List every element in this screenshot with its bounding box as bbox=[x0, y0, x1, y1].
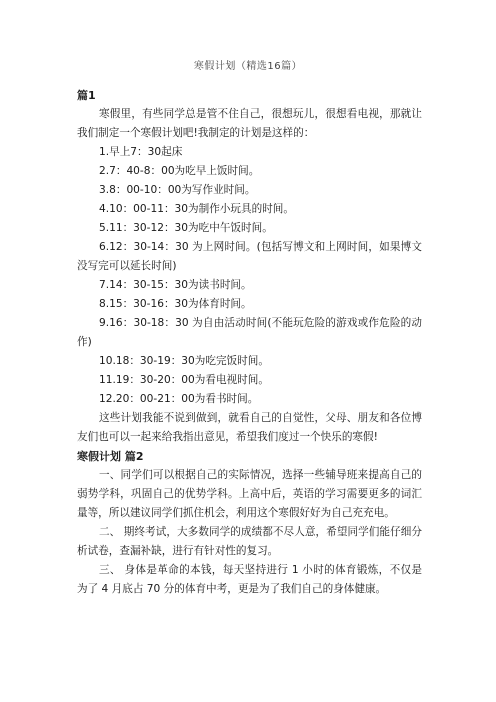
plan-item: 10.18：30-19：30为吃完饭时间。 bbox=[99, 355, 269, 367]
plan-item: 12.20：00-21：00为看书时间。 bbox=[99, 393, 259, 405]
plan-item: 3.8：00-10：00为写作业时间。 bbox=[99, 184, 256, 196]
plan-item: 6.12：30-14：30 为上网时间。(包括写博文和上网时间，如果博文没写完可以延长时间) bbox=[77, 241, 422, 272]
plan-item: 5.11：30-12：30为吃中午饭时间。 bbox=[99, 222, 273, 234]
paragraph: 寒假里，有些同学总是管不住自己，很想玩儿，很想看电视，那就让我们制定一个寒假计划吧!我制定的计划是这样的： bbox=[77, 108, 422, 139]
paragraph: 二、 期终考试，大多数同学的成绩都不尽人意，希望同学们能仔细分析试卷，查漏补缺，进行有针对性的复习。 bbox=[77, 526, 422, 557]
plan-item: 9.16：30-18：30 为自由活动时间(不能玩危险的游戏或作危险的动作) bbox=[77, 317, 422, 348]
plan-item: 11.19：30-20：00为看电视时间。 bbox=[99, 374, 269, 386]
paragraph: 一、同学们可以根据自己的实际情况，选择一些辅导班来提高自己的弱势学科，巩固自己的优势学科。上高中后，英语的学习需要更多的词汇量等，所以建议同学们抓住机会，利用这个寒假好好为自己充充电。 bbox=[77, 469, 422, 519]
paragraph: 三、 身体是革命的本钱，每天坚持进行 1 小时的体育锻炼，不仅是为了 4 月底占 70 分的体育中考，更是为了我们自己的身体健康。 bbox=[77, 564, 422, 595]
plan-item: 1.早上7：30起床 bbox=[99, 146, 183, 158]
document-body bbox=[77, 86, 422, 599]
plan-item: 2.7：40-8：00为吃早上饭时间。 bbox=[99, 165, 260, 177]
section-heading-1: 篇1 bbox=[77, 89, 96, 102]
plan-item: 7.14：30-15：30为读书时间。 bbox=[99, 279, 252, 291]
paragraph: 这些计划我能不说到做到，就看自己的自觉性，父母、朋友和各位博友们也可以一起来给我指出意见，希望我们度过一个快乐的寒假! bbox=[77, 412, 422, 443]
section-heading-2: 寒假计划 篇2 bbox=[77, 450, 144, 463]
document-title: 寒假计划（精选16篇） bbox=[193, 61, 303, 72]
plan-item: 4.10：00-11：30为制作小玩具的时间。 bbox=[99, 203, 294, 215]
plan-item: 8.15：30-16：30为体育时间。 bbox=[99, 298, 252, 310]
